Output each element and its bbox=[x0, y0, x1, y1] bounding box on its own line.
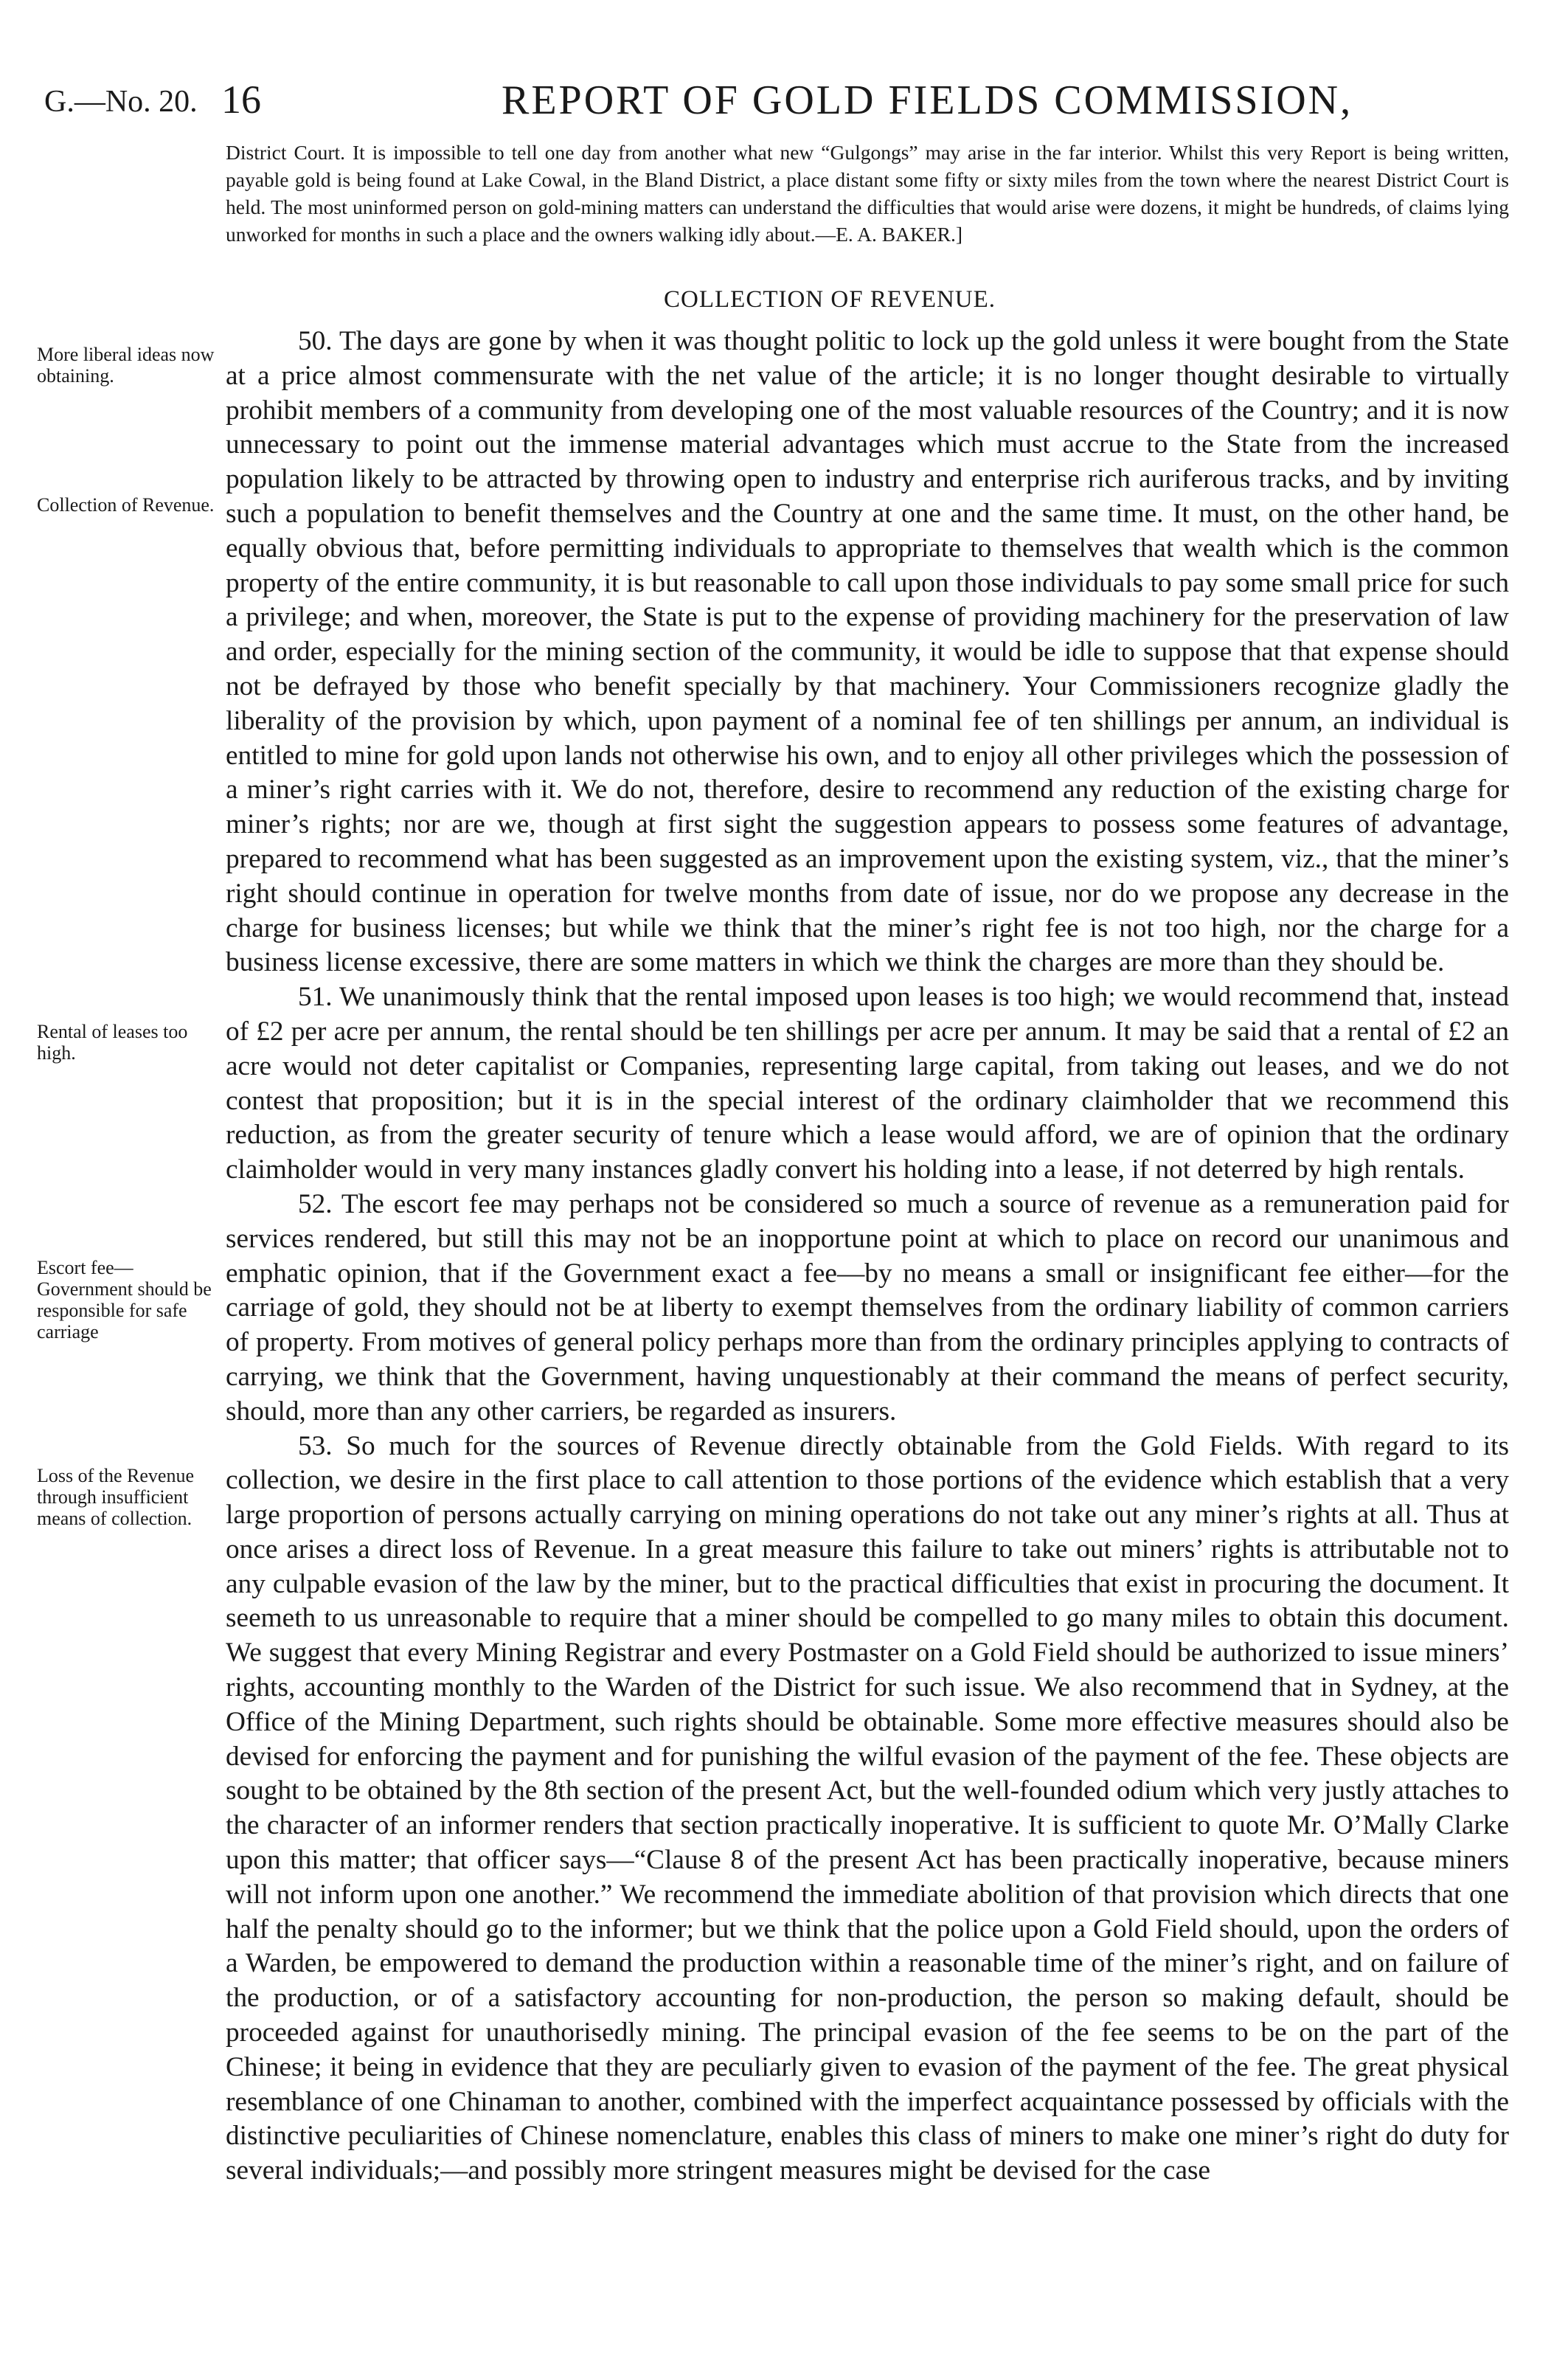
sidenote-collection-of-revenue: Collection of Revenue. bbox=[37, 494, 215, 516]
section-heading: COLLECTION OF REVENUE. bbox=[664, 286, 996, 313]
running-title: REPORT OF GOLD FIELDS COMMISSION, bbox=[502, 77, 1353, 123]
sidenote-loss-of-revenue: Loss of the Revenue through insufficient means of collection. bbox=[37, 1465, 195, 1529]
page-number: 16 bbox=[221, 77, 261, 122]
paragraph-53: 53. So much for the sources of Revenue directly obtainable from the Gold Fields. With regard to its collection, we desire in the first place to call attention to those portions of the evidence which establish that a very large proportion of persons actually carrying on mining operations do not take out any miner’s rights at all. Thus at once arises a direct loss of Revenue. In a great measure this failure to take out miners’ rights is attributable not to any culpable evasion of the law by the miner, but to the practical difficulties that exist in procuring the document. It seemeth to us unreasonable to require that a miner should be compelled to go many miles to obtain this document. We suggest that every Mining Registrar and every Postmaster on a Gold Field should be authorized to issue miners’ rights, accounting monthly to the Warden of the District for such issue. We also recommend that in Sydney, at the Office of the Mining Department, such rights should be obtainable. Some more effective measures should also be devised for enforcing the payment and for punishing the wilful evasion of the payment of the fee. These objects are sought to be obtained by the 8th section of the present Act, but the well-founded odium which very justly attaches to the character of an informer renders that section practically inoperative. It is sufficient to quote Mr. O’Mally Clarke upon this matter; that officer says—“Clause 8 of the present Act has been practically inoperative, because miners will not inform upon one another.” We recommend the immediate abolition of that provision which directs that one half the penalty should go to the informer; but we think that the police upon a Gold Field should, upon the orders of a Warden, be empowered to demand the production within a reasonable time of the miner’s right, and on failure of the production, or of a satisfactory accounting for non-production, the person so making default, should be proceeded against for unauthorisedly mining. The principal evasion of the fee seems to be on the part of the Chinese; it being in evidence that they are peculiarly given to evasion of the payment of the fee. The great physical resemblance of one Chinaman to another, combined with the imperfect acquaintance possessed by officials with the distinctive peculiarities of Chinese nomenclature, enables this class of miners to make one miner’s right do duty for several individuals;—and possibly more stringent measures might be devised for the case bbox=[226, 1430, 1509, 2186]
continued-footnote: District Court. It is impossible to tell one day from another what new “Gulgongs” may arise in the far interior. Whilst this very Report is being written, payable gold is being found at Lake Cowal, in the Bland District, a place distant some fifty or sixty miles from the town where the nearest District Court is held. The most uninformed person on gold-mining matters can understand the difficulties that would arise were dozens, it might be hundreds, of claims lying unworked for months in such a place and the owners walking idly about.—E. A. BAKER.] bbox=[226, 141, 1509, 246]
document-reference: G.—No. 20. bbox=[44, 85, 198, 119]
sidenote-escort-fee: Escort fee—Government should be responsible for safe carriage bbox=[37, 1257, 212, 1342]
body-text bbox=[226, 325, 1509, 2189]
page-header bbox=[44, 74, 1527, 133]
paragraph-50: 50. The days are gone by when it was thought politic to lock up the gold unless it were bought from the State at a price almost commensurate with the net value of the article; it is no longer thought desirable to virtually prohibit members of a community from developing one of the most valuable resources of the Country; and it is now unnecessary to point out the immense material advantages which must accrue to the State from the increased population likely to be attracted by throwing open to industry and enterprise rich auriferous tracks, and by inviting such a population to benefit themselves and the Country at one and the same time. It must, on the other hand, be equally obvious that, before permitting individuals to appropriate to themselves that wealth which is the common property of the entire community, it is but reasonable to call upon those individuals to pay some small price for such a privilege; and when, moreover, the State is put to the expense of providing machinery for the preservation of law and order, especially for the mining section of the community, it would be idle to suppose that that expense should not be defrayed by those who benefit specially by that machinery. Your Commissioners recognize gladly the liberality of the provision by which, upon payment of a nominal fee of ten shillings per annum, an individual is entitled to mine for gold upon lands not otherwise his own, and to enjoy all other privileges which the possession of a miner’s right carries with it. We do not, therefore, desire to recommend any reduction of the existing charge for miner’s rights; nor are we, though at first sight the suggestion appears to possess some features of advantage, prepared to recommend what has been suggested as an improvement upon the existing system, viz., that the miner’s right should continue in operation for twelve months from date of issue, nor do we propose any decrease in the charge for business licenses; but while we think that the miner’s right fee is not too high, nor the charge for a business license excessive, there are some matters in which we think the charges are more than they should be. bbox=[226, 326, 1509, 978]
sidenote-rental-of-leases: Rental of leases too high. bbox=[37, 1021, 188, 1064]
paragraph-51: 51. We unanimously think that the rental imposed upon leases is too high; we would recommend that, instead of £2 per acre per annum, the rental should be ten shillings per acre per annum. It may be said that a rental of £2 an acre would not deter capitalist or Companies, representing large capital, from taking out leases, and we do not contest that proposition; but it is in the special interest of the ordinary claimholder that we recommend this reduction, as from the greater security of tenure which a lease would afford, we are of opinion that the ordinary claimholder would in very many instances gladly convert his holding into a lease, if not deterred by high rentals. bbox=[226, 982, 1509, 1185]
sidenote-more-liberal-ideas: More liberal ideas now obtaining. bbox=[37, 344, 215, 387]
paragraph-52: 52. The escort fee may perhaps not be considered so much a source of revenue as a remuneration paid for services rendered, but still this may not be an inopportune point at which to place on record our unanimous and emphatic opinion, that if the Government exact a fee—by no means a small or insignificant fee either—for the carriage of gold, they should not be at liberty to exempt themselves from the ordinary liability of common carriers of property. From motives of general policy perhaps more than from the ordinary principles applying to contracts of carrying, we think that the Government, having unquestionably at their command the means of perfect security, should, more than any other carriers, be regarded as insurers. bbox=[226, 1188, 1509, 1427]
